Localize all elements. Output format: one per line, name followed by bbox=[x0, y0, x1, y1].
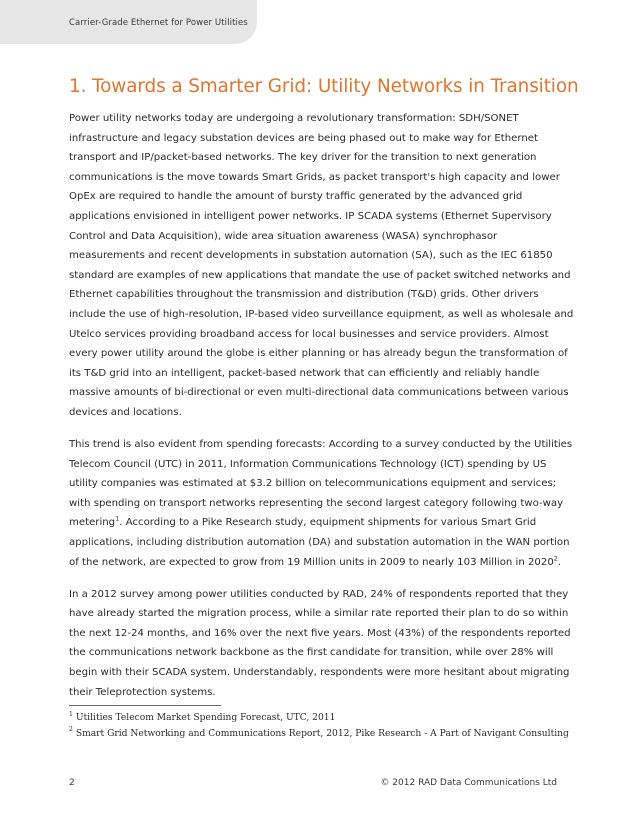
footnote-ref-2: 2 bbox=[553, 554, 558, 563]
footnote-divider bbox=[69, 705, 221, 706]
body-text bbox=[69, 109, 574, 702]
footnote-2 bbox=[69, 727, 589, 743]
paragraph-3: In a 2012 survey among power utilities conducted by RAD, 24% of respondents reported that they have already started the migration process, while a similar rate reported their plan to do so within the next 12-24 months, and 16% over the next five years. Most (43%) of the respondents reported the communications network backbone as the first candidate for transition, while over 28% will begin with their SCADA system. Understandably, respondents were more hesitant about migrating their Teleprotection systems. bbox=[69, 588, 571, 698]
page-number: 2 bbox=[69, 778, 75, 788]
footnote-text-2: Smart Grid Networking and Communications Report, 2012, Pike Research - A Part of Navigant Consulting bbox=[75, 728, 569, 739]
copyright: © 2012 RAD Data Communications Ltd bbox=[380, 778, 557, 788]
running-header: Carrier-Grade Ethernet for Power Utilities bbox=[69, 18, 248, 28]
section-number: 1. bbox=[69, 76, 87, 97]
footnote-marker-2: 2 bbox=[69, 726, 73, 734]
footnote-marker-1: 1 bbox=[69, 710, 73, 718]
section-title-text: Towards a Smarter Grid: Utility Networks in Transition bbox=[92, 76, 579, 97]
paragraph-2-text-c: . bbox=[557, 556, 562, 568]
footnotes bbox=[69, 711, 589, 742]
paragraph-2 bbox=[69, 435, 574, 572]
footnote-text-1: Utilities Telecom Market Spending Forecast, UTC, 2011 bbox=[75, 713, 336, 723]
section-title bbox=[69, 76, 579, 97]
paragraph-2-text-a: This trend is also evident from spending forecasts: According to a survey conducted by the Utilities Telecom Council (UTC) in 2011, Information Communications Technology (ICT) spending by US utility companies was estimated at $3.2 billion on telecommunications equipment and services; with spending on transport networks representing the second largest category following two-way metering bbox=[69, 439, 573, 529]
footnote-1 bbox=[69, 711, 589, 727]
footnote-ref-1: 1 bbox=[115, 515, 120, 523]
paragraph-2-text-b: . According to a Pike Research study, equipment shipments for various Smart Grid applications, including distribution automation (DA) and substation automation in the WAN portion of the network, are expected to grow from 19 Million units in 2009 to nearly 103 Million in 2020 bbox=[69, 517, 570, 568]
paragraph-1: Power utility networks today are undergoing a revolutionary transformation: SDH/SONET infrastructure and legacy substation devices are being phased out to make way for Ethernet transport and IP/packet-based networks. The key driver for the transition to next generation communications is the move towards Smart Grids, as packet transport's high capacity and lower OpEx are required to handle the amount of bursty traffic generated by the advanced grid applications envisioned in intelligent power networks. IP SCADA systems (Ethernet Supervisory Control and Data Acquisition), wide area situation awareness (WASA) synchrophasor measurements and recent developments in substation automation (SA), such as the IEC 61850 standard are examples of new applications that mandate the use of packet switched networks and Ethernet capabilities throughout the transmission and distribution (T&D) grids. Other drivers include the use of high-resolution, IP-based video surveillance equipment, as well as wholesale and Utelco services providing broadband access for local businesses and service providers. Almost every power utility around the globe is either planning or has already begun the transformation of its T&D grid into an intelligent, packet-based network that can efficiently and reliably handle massive amounts of bi-directional or even multi-directional data communications between various devices and locations. bbox=[69, 113, 574, 418]
